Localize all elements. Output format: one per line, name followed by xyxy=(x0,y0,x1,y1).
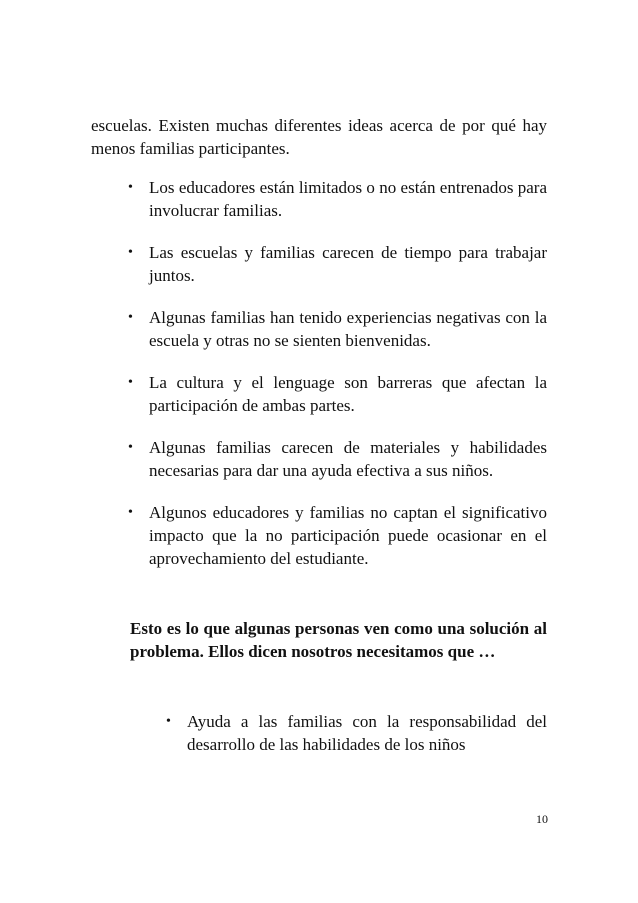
bullet-icon: • xyxy=(128,440,133,455)
bullet-item xyxy=(125,436,547,482)
bullet-item xyxy=(125,241,547,287)
bullet-item xyxy=(125,306,547,352)
bullet-icon: • xyxy=(128,505,133,520)
bullet-item xyxy=(125,176,547,222)
bullet-text: Los educadores están limitados o no están entrenados para involucrar familias. xyxy=(149,178,547,220)
reasons-bullet-list xyxy=(125,176,547,589)
bullet-text: La cultura y el lenguage son barreras que afectan la participación de ambas partes. xyxy=(149,373,547,415)
bullet-text: Algunas familias carecen de materiales y habilidades necesarias para dar una ayuda efectiva a sus niños. xyxy=(149,438,547,480)
bullet-icon: • xyxy=(166,714,171,729)
sub-bullet-item xyxy=(163,710,547,756)
bullet-text: Algunas familias han tenido experiencias negativas con la escuela y otras no se sienten bienvenidas. xyxy=(149,308,547,350)
bullet-text: Algunos educadores y familias no captan el significativo impacto que la no participación puede ocasionar en el aprovechamiento del estudiante. xyxy=(149,503,547,568)
bullet-icon: • xyxy=(128,180,133,195)
bullet-icon: • xyxy=(128,310,133,325)
bullet-icon: • xyxy=(128,245,133,260)
needs-bullet-list xyxy=(163,710,547,775)
bullet-item xyxy=(125,501,547,570)
solution-paragraph: Esto es lo que algunas personas ven como una solución al problema. Ellos dicen nosotros necesitamos que … xyxy=(130,619,547,661)
bullet-text: Las escuelas y familias carecen de tiempo para trabajar juntos. xyxy=(149,243,547,285)
sub-bullet-text: Ayuda a las familias con la responsabilidad del desarrollo de las habilidades de los niños xyxy=(187,712,547,754)
bullet-item xyxy=(125,371,547,417)
intro-paragraph: escuelas. Existen muchas diferentes ideas acerca de por qué hay menos familias participantes. xyxy=(91,116,547,158)
bullet-icon: • xyxy=(128,375,133,390)
page-number: 10 xyxy=(536,812,548,826)
